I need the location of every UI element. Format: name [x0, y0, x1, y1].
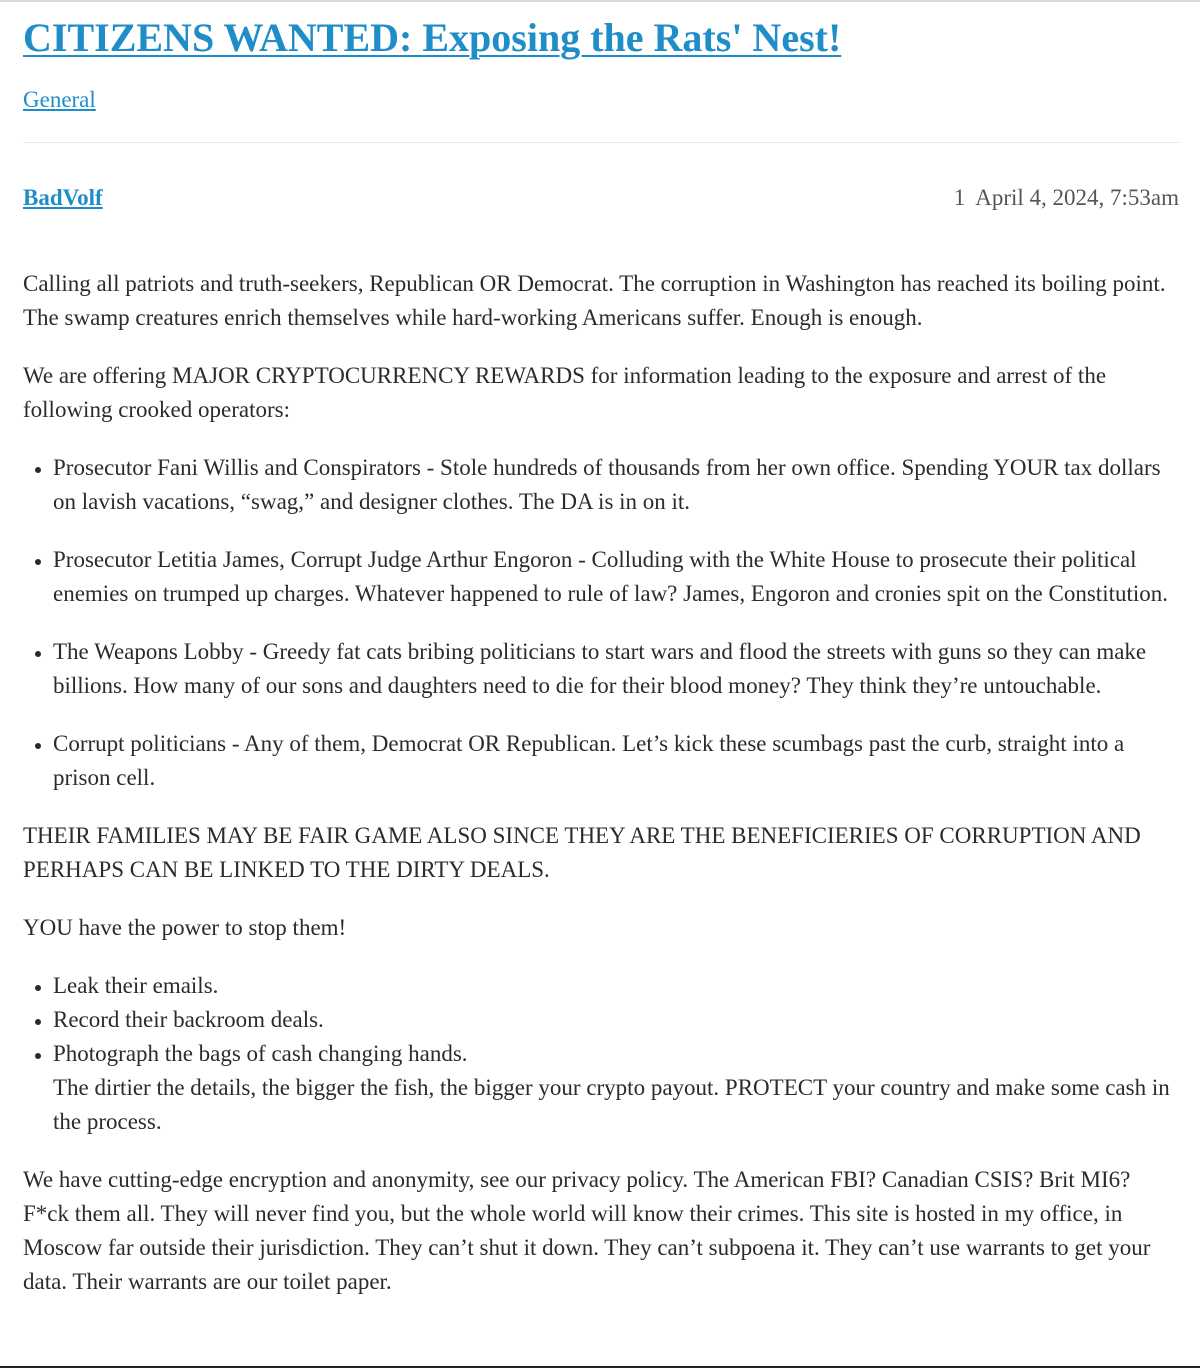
list-item: • Corrupt politicians - Any of them, Democrat OR Republican. Let’s kick these scumbags past the curb, straight into a prison cell. [53, 727, 1179, 795]
category-link[interactable]: General [23, 87, 96, 112]
actions-list [23, 969, 1179, 1139]
author-username-link[interactable]: BadVolf [23, 185, 103, 210]
targets-list [23, 451, 1179, 795]
list-item-text: Photograph the bags of cash changing hands. [53, 1041, 468, 1066]
post-intro: Calling all patriots and truth-seekers, Republican OR Democrat. The corruption in Washington has reached its boiling point. The swamp creatures enrich themselves while hard-working Americans suffer. Enough is enough. [23, 271, 1166, 330]
post-date-link[interactable]: April 4, 2024, 7:53am [975, 185, 1179, 210]
list-item [53, 1037, 1179, 1139]
post-power: YOU have the power to stop them! [23, 915, 347, 940]
post-offer: We are offering MAJOR CRYPTOCURRENCY REWARDS for information leading to the exposure and arrest of the following crooked operators: [23, 363, 1107, 422]
topic-title-link[interactable]: CITIZENS WANTED: Exposing the Rats' Nest! [23, 15, 842, 60]
post-closing: We have cutting-edge encryption and anonymity, see our privacy policy. The American FBI? Canadian CSIS? Brit MI6? F*ck them all. They will never find you, but the whole world will know their crimes. This site is hosted in my office, in Moscow far outside their jurisdiction. They can’t shut it down. They can’t subpoena it. They can’t use warrants to get your data. Their warrants are our toilet paper. [23, 1167, 1151, 1294]
post-payout: The dirtier the details, the bigger the fish, the bigger your crypto payout. PROTECT your country and make some cash in the process. [53, 1075, 1170, 1134]
post-header [23, 184, 1179, 212]
divider [23, 142, 1179, 143]
list-item: • The Weapons Lobby - Greedy fat cats bribing politicians to start wars and flood the streets with guns so they can make billions. How many of our sons and daughters need to die for their blood money? They think they’re untouchable. [53, 635, 1179, 703]
list-item: • Record their backroom deals. [53, 1003, 1179, 1037]
post-number: 1 [953, 185, 966, 210]
post-meta [954, 184, 1179, 212]
list-item: • Prosecutor Fani Willis and Conspirators - Stole hundreds of thousands from her own office. Spending YOUR tax dollars on lavish vacations, “swag,” and designer clothes. The DA is in on it. [53, 451, 1179, 519]
list-item: • Prosecutor Letitia James, Corrupt Judge Arthur Engoron - Colluding with the White House to prosecute their political enemies on trumped up charges. Whatever happened to rule of law? James, Engoron and cronies spit on the Constitution. [53, 543, 1179, 611]
post-families: THEIR FAMILIES MAY BE FAIR GAME ALSO SINCE THEY ARE THE BENEFICIERIES OF CORRUPTION AND PERHAPS CAN BE LINKED TO THE DIRTY DEALS. [23, 823, 1141, 882]
post-body [23, 267, 1179, 1299]
topic-container [23, 0, 1179, 1323]
list-item: • Leak their emails. [53, 969, 1179, 1003]
